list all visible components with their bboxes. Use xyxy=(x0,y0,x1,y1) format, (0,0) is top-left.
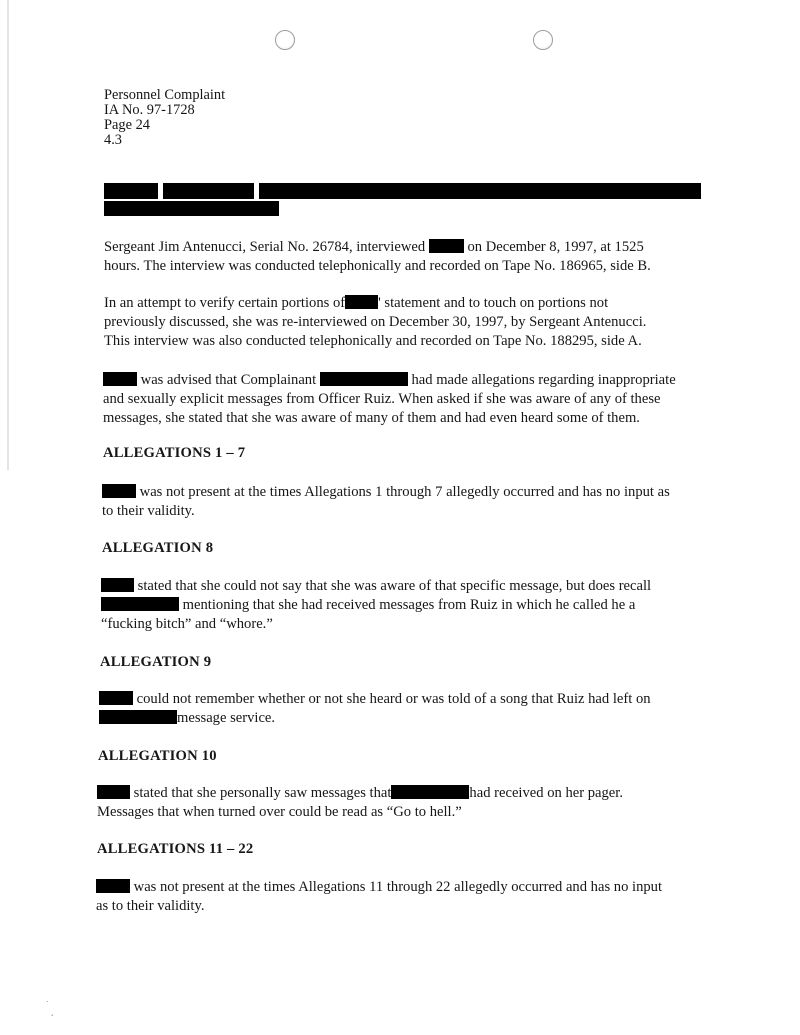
section-allegation-10 xyxy=(97,784,707,822)
redaction xyxy=(429,239,464,253)
heading-allegations-1-7: ALLEGATIONS 1 – 7 xyxy=(103,445,246,461)
header-page: Page 24 xyxy=(104,117,150,133)
redaction xyxy=(99,691,133,705)
redaction xyxy=(391,785,469,799)
text-line: and sexually explicit messages from Officer Ruiz. When asked if she was aware of any of these xyxy=(103,391,661,407)
text-span: stated that she personally saw messages that xyxy=(133,785,392,801)
header-title: Personnel Complaint xyxy=(104,87,226,103)
text-line: previously discussed, she was re-interviewed on December 30, 1997, by Sergeant Antenucci. xyxy=(104,314,647,330)
scan-speck: ‘ xyxy=(51,1013,54,1021)
text-span: could not remember whether or not she heard or was told of a song that Ruiz had left on xyxy=(136,691,651,707)
scan-edge-line xyxy=(7,0,9,470)
section-allegation-8 xyxy=(101,577,711,634)
intro-paragraph-3 xyxy=(103,371,713,428)
text-line: Messages that when turned over could be read as “Go to hell.” xyxy=(97,804,462,820)
text-line: This interview was also conducted telephonically and recorded on Tape No. 188295, side A. xyxy=(104,333,642,349)
redaction xyxy=(101,597,179,611)
heading-allegation-8: ALLEGATION 8 xyxy=(102,540,214,556)
redaction xyxy=(320,372,408,386)
intro-paragraph-1 xyxy=(104,238,714,276)
header-ia-number: IA No. 97-1728 xyxy=(104,102,195,118)
text-span: was advised that Complainant xyxy=(140,372,317,388)
text-span: was not present at the times Allegations 1 through 7 allegedly occurred and has no input as xyxy=(139,484,670,500)
redaction xyxy=(97,785,130,799)
text-span: message service. xyxy=(177,710,276,726)
section-allegation-9 xyxy=(99,690,709,728)
redaction-bar xyxy=(104,183,158,199)
text-line: to their validity. xyxy=(102,503,195,519)
heading-allegation-9: ALLEGATION 9 xyxy=(100,654,212,670)
section-allegations-11-22 xyxy=(96,878,706,916)
text-span: stated that she could not say that she was aware of that specific message, but does recall xyxy=(137,578,652,594)
redaction xyxy=(345,295,378,309)
intro-paragraph-2 xyxy=(104,294,714,351)
punch-hole-right xyxy=(533,30,553,50)
text-line: messages, she stated that she was aware of many of them and had even heard some of them. xyxy=(103,410,640,426)
text-span: In an attempt to verify certain portions of xyxy=(104,295,346,311)
redaction-bar xyxy=(163,183,254,199)
text-line: “fucking bitch” and “whore.” xyxy=(101,616,273,632)
redaction-bar xyxy=(259,183,701,199)
redaction-bar xyxy=(104,201,279,216)
redaction xyxy=(102,484,136,498)
redaction xyxy=(103,372,137,386)
text-span: had received on her pager. xyxy=(469,785,623,801)
section-allegations-1-7 xyxy=(102,483,712,521)
redaction xyxy=(96,879,130,893)
scan-speck: · xyxy=(46,998,49,1006)
header-section: 4.3 xyxy=(104,132,122,148)
redaction xyxy=(99,710,177,724)
text-span: mentioning that she had received messages from Ruiz in which he called he a xyxy=(182,597,636,613)
text-line: hours. The interview was conducted telephonically and recorded on Tape No. 186965, side B. xyxy=(104,258,651,274)
heading-allegations-11-22: ALLEGATIONS 11 – 22 xyxy=(97,841,254,857)
punch-hole-left xyxy=(275,30,295,50)
text-span: had made allegations regarding inappropriate xyxy=(411,372,676,388)
redaction xyxy=(101,578,134,592)
text-span: ' statement and to touch on portions not xyxy=(378,295,609,311)
document-header xyxy=(104,88,225,148)
text-span: Sergeant Jim Antenucci, Serial No. 26784, interviewed xyxy=(104,239,426,255)
text-span: on December 8, 1997, at 1525 xyxy=(467,239,644,255)
text-line: as to their validity. xyxy=(96,898,205,914)
heading-allegation-10: ALLEGATION 10 xyxy=(98,748,217,764)
text-span: was not present at the times Allegations 11 through 22 allegedly occurred and has no input xyxy=(133,879,663,895)
